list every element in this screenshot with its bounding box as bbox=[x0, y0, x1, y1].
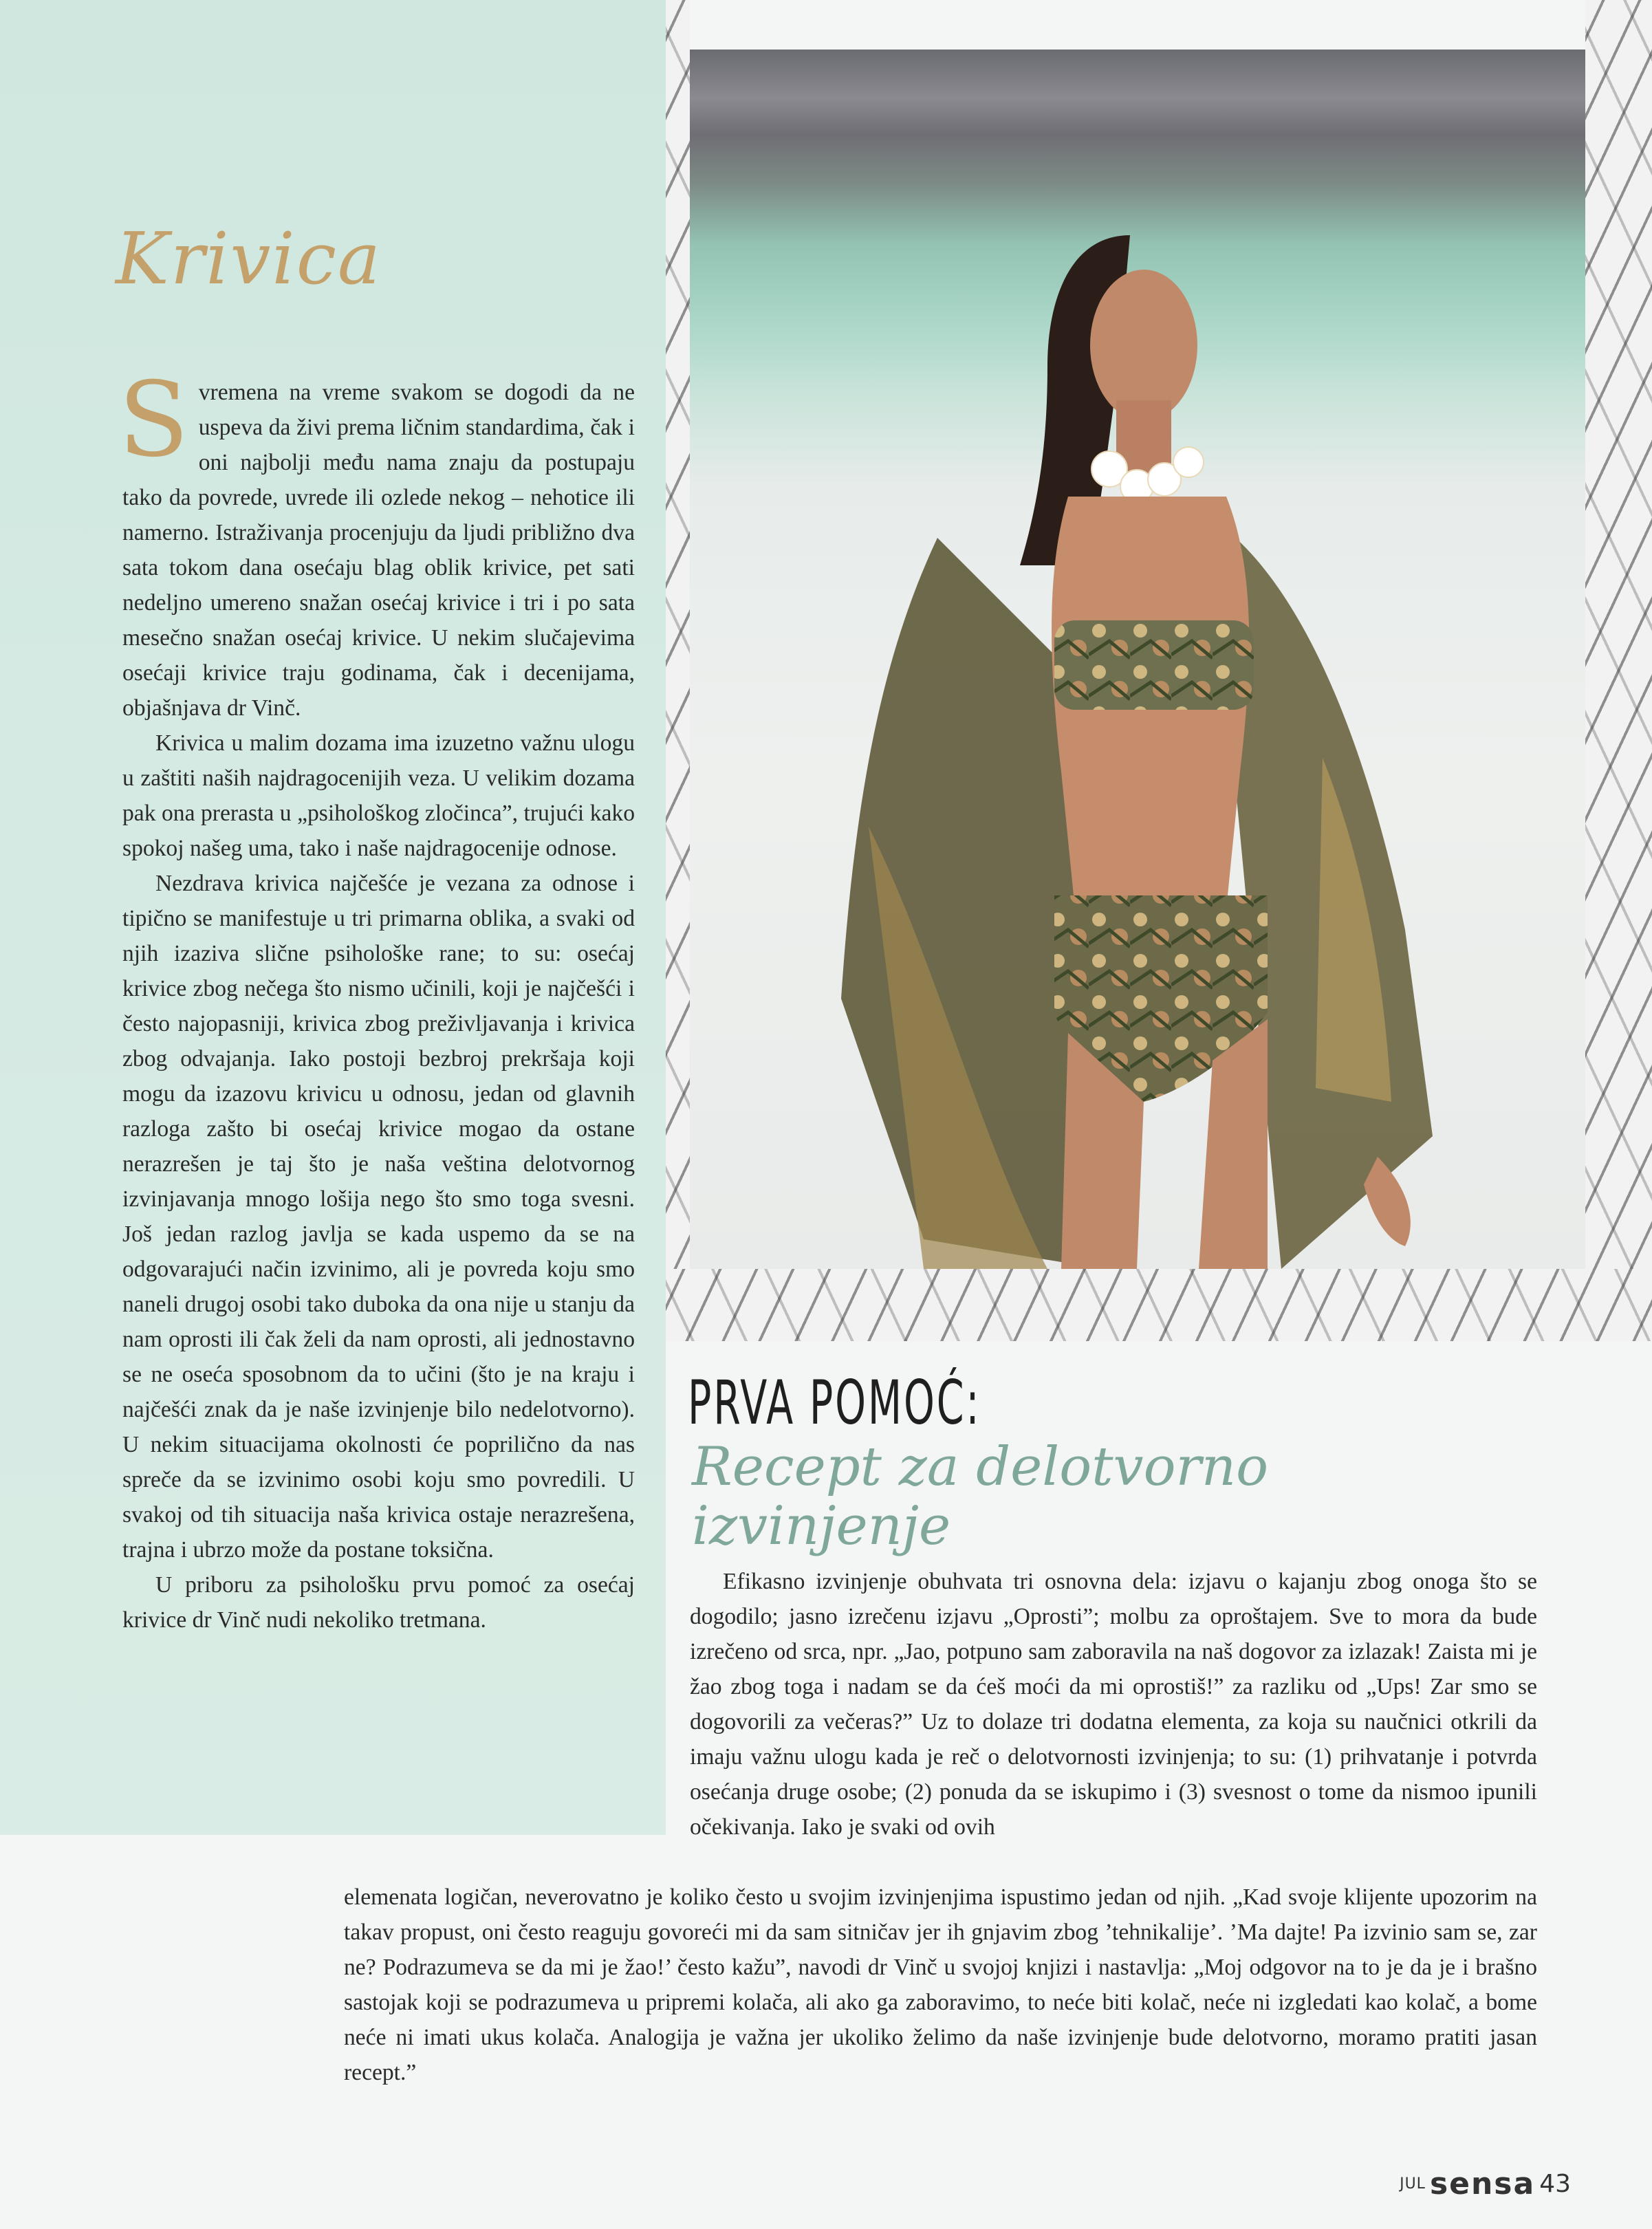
drop-cap: S bbox=[118, 360, 189, 480]
paragraph: Nezdrava krivica najčešće je vezana za odnose i tipično se manifestuje u tri primarna oblika, a svaki od njih izaziva slične psihološke rane; to su: osećaj krivice zbog nečega što nismo učinili, koji je najčešći i često najopasniji, krivica zbog preživljavanja i krivica zbog odvajanja. Iako postoji bezbroj prekršaja koji mogu da izazovu krivicu u odnosu, jedan od glavnih razloga zašto bi osećaj krivice mogao da ostane nerazrešen je taj što je naša veština delotvornog izvinjavanja mnogo lošija nego što smo toga svesni. Još jedan razlog javlja se kada uspemo da se na odgovarajući način izvinimo, ali je povreda koju smo naneli drugoj osobi tako duboka da ona nije u stanju da nam oprosti ili čak želi da nam oprosti, ali jednostavno se ne oseća sposobnom da to učini (što je na kraju i najčešći znak da je naše izvinjenje bilo nedelotvorno). U nekim situacijama okolnosti će poprilično da nas spreče da se izvinimo osobi koju smo povredili. U svakoj od tih situacija naša krivica ostaje nerazrešena, trajna i ubrzo može da postane toksična. bbox=[122, 871, 635, 1563]
page-footer bbox=[1400, 2166, 1571, 2201]
botanical-border-bottom bbox=[666, 1269, 1652, 1341]
paragraph: Efikasno izvinjenje obuhvata tri osnovna dela: izjavu o kajanju zbog onoga što se dogodilo; jasno izrečenu izjavu „Oprosti”; molbu za oproštajem. Sve to mora da bude izrečeno od srca, npr. „Jao, potpuno sam zaboravila na naš dogovor za izlazak! Zaista mi je žao zbog toga i nadam se da ćeš moći da mi oprostiš!” za razliku od „Ups! Zar smo se dogovorili za večeras?” Uz to dolaze tri dodatna elementa, za koja su naučnici otkrili da imaju važnu ulogu kada je reč o delotvornosti izvinjenja; to su: (1) prihvatanje i potvrda osećanja druge osobe; (2) ponuda da se iskupimo i (3) svesnost o tome da nismoo ipunili očekivanja. Iako je svaki od ovih bbox=[690, 1569, 1537, 1840]
bottom-wide-text bbox=[344, 1880, 1537, 2090]
model-figure bbox=[841, 208, 1433, 1269]
paragraph: elemenata logičan, neverovatno je koliko često u svojim izvinjenjima ispustimo jedan od njih. „Kad svoje klijente upozorim na takav propust, oni često reaguju govoreći mi da sam sitničav jer ih gnjavim zbog ’tehnikalije’. ’Ma dajte! Pa izvinio sam se, zar ne? Podrazumeva se da mi je žao!’ često kažu”, navodi dr Vinč u svojoj knjizi i nastavlja: „Moj odgovor na to je da je i brašno sastojak koji se podrazumeva u pripremi kolača, ali ako ga zaboravimo, to neće biti kolač, neće ni izgledati kao kolač, a bome neće ni imati ukus kolača. Analogija je važna jer ukoliko želimo da naše izvinjenje bude delotvorno, moramo pratiti jasan recept.” bbox=[344, 1884, 1537, 2085]
paragraph: Krivica u malim dozama ima izuzetno važnu ulogu u zaštiti naših najdragocenijih veza. U velikim dozama pak ona prerasta u „psihološkog zločinca”, trujući kako spokoj našeg uma, tako i naše najdragocenije odnose. bbox=[122, 730, 635, 861]
section-subheading: Recept za delotvorno izvinjenje bbox=[692, 1436, 1269, 1557]
beach-photo bbox=[690, 50, 1585, 1269]
paragraph-intro bbox=[118, 360, 635, 726]
paragraph-intro-text: vremena na vreme svakom se dogodi da ne uspeva da živi prema ličnim standardima, čak i oni najbolji među nama znaju da postupaju tako da povrede, uvrede ili ozlede nekog – nehotice ili namerno. Istraživanja procenjuju da ljudi približno dva sata tokom dana osećaju blag oblik krivice, pet sati nedeljno umereno snažan osećaj krivice i tri i po sata mesečno snažan osećaj krivice. U nekim slučajevima osećaji krivice traju godinama, čak i decenijama, objašnjava dr Vinč. bbox=[122, 380, 635, 721]
page-number: 43 bbox=[1539, 2170, 1571, 2198]
section-heading: PRVA POMOĆ: bbox=[688, 1367, 981, 1438]
magazine-logo: sensa bbox=[1429, 2166, 1536, 2201]
article-title: Krivica bbox=[116, 217, 382, 301]
botanical-border-right bbox=[1585, 0, 1652, 1341]
paragraph: U priboru za psihološku prvu pomoć za osećaj krivice dr Vinč nudi nekoliko tretmana. bbox=[122, 1572, 635, 1633]
botanical-border-left bbox=[666, 0, 690, 1341]
issue-month: JUL bbox=[1400, 2175, 1426, 2193]
left-column-text bbox=[118, 360, 635, 1638]
right-column-text bbox=[690, 1564, 1537, 1845]
